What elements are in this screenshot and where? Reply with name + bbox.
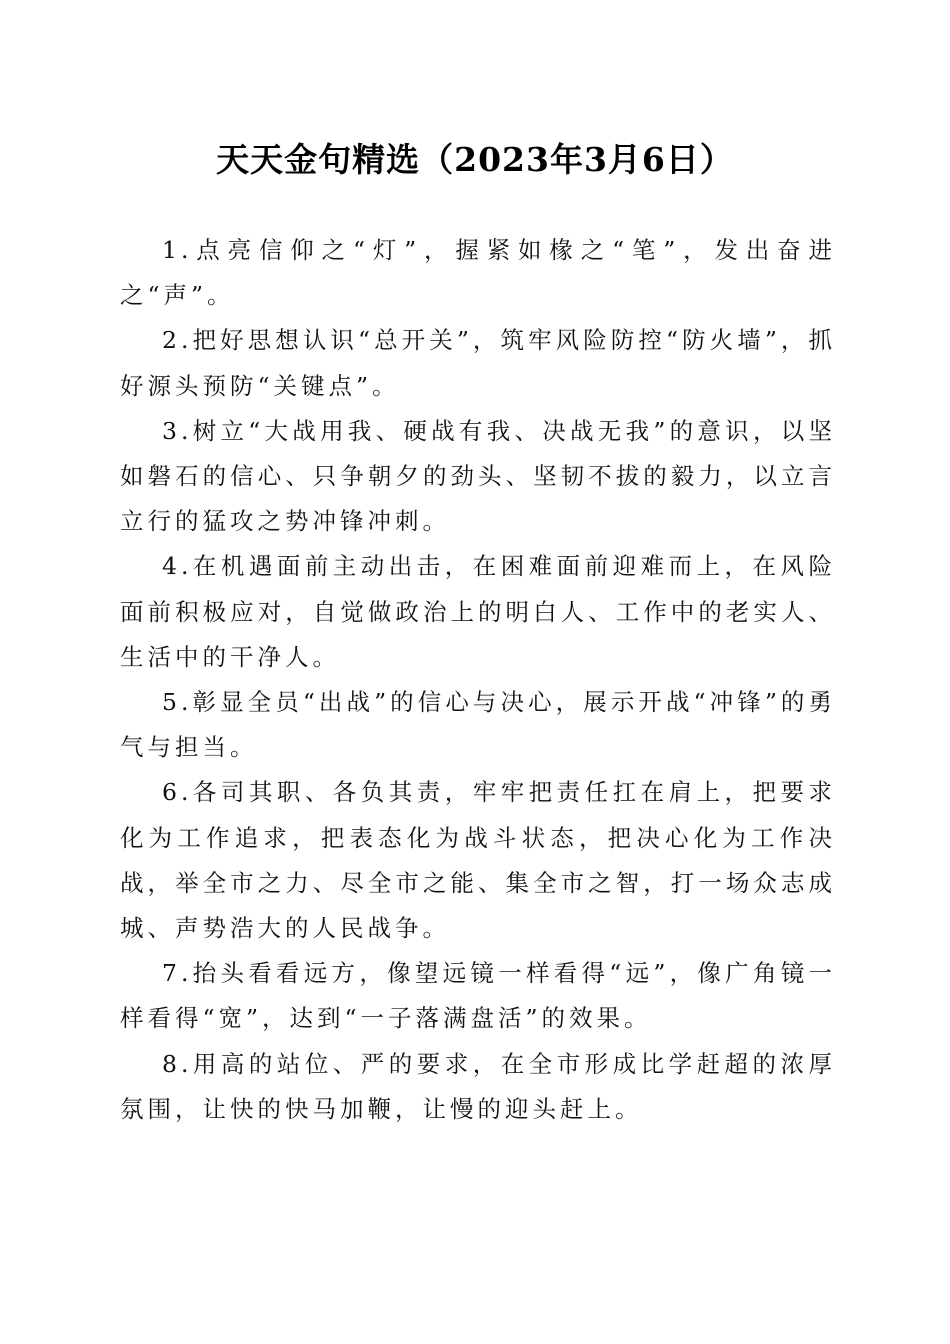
quote-item-2: 2.把好思想认识“总开关”，筑牢风险防控“防火墙”，抓好源头预防“关键点”。 [120, 326, 836, 400]
quote-item-8: 8.用高的站位、严的要求，在全市形成比学赶超的浓厚氛围，让快的快马加鞭，让慢的迎头赶上。 [120, 1049, 836, 1123]
quote-item-3: 3.树立“大战用我、硬战有我、决战无我”的意识，以坚如磐石的信心、只争朝夕的劲头、坚韧不拔的毅力，以立言立行的猛攻之势冲锋冲刺。 [120, 416, 836, 536]
quote-item-1: 1.点亮信仰之“灯”，握紧如椽之“笔”，发出奋进之“声”。 [120, 236, 836, 310]
quote-item-5: 5.彰显全员“出战”的信心与决心，展示开战“冲锋”的勇气与担当。 [120, 688, 836, 762]
document-title: 天天金句精选（2023年3月6日） [216, 140, 734, 179]
quote-item-4: 4.在机遇面前主动出击，在困难面前迎难而上，在风险面前积极应对，自觉做政治上的明白人、工作中的老实人、生活中的干净人。 [120, 552, 836, 671]
quote-list [120, 228, 836, 1132]
quote-item-6: 6.各司其职、各负其责，牢牢把责任扛在肩上，把要求化为工作追求，把表态化为战斗状态，把决心化为工作决战，举全市之力、尽全市之能、集全市之智，打一场众志成城、声势浩大的人民战争。 [120, 778, 836, 943]
quote-item-7: 7.抬头看看远方，像望远镜一样看得“远”，像广角镜一样看得“宽”，达到“一子落满盘活”的效果。 [120, 959, 836, 1033]
